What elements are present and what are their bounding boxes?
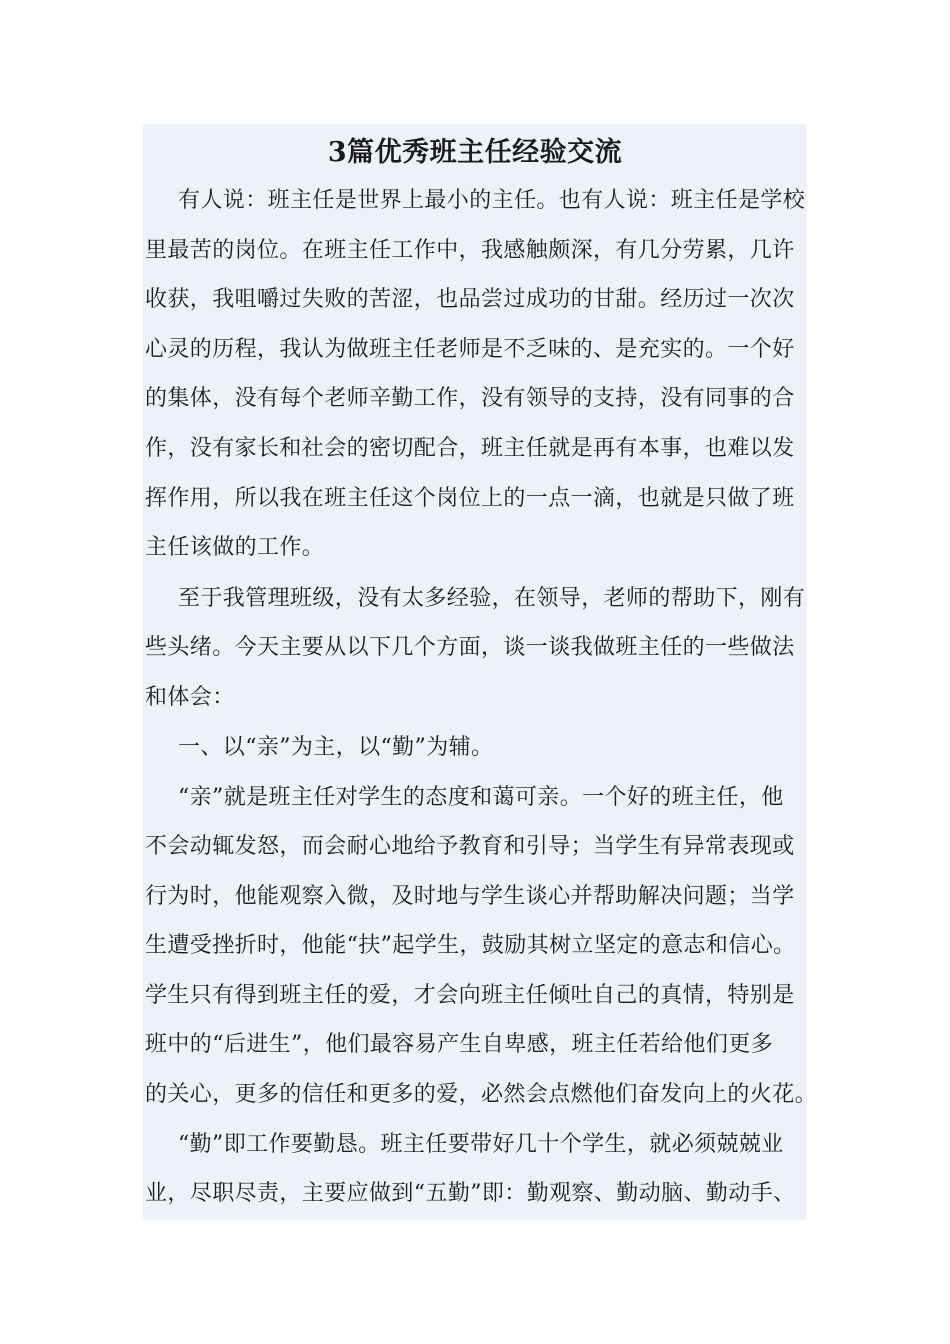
document-title: 3篇优秀班主任经验交流 (327, 137, 623, 168)
paragraph-line: 心灵的历程，我认为做班主任老师是不乏味的、是充实的。一个好 (145, 337, 795, 362)
paragraph-line: “亲”就是班主任对学生的态度和蔼可亲。一个好的班主任，他 (178, 785, 784, 810)
paragraph-line: 里最苦的岗位。在班主任工作中，我感触颇深，有几分劳累，几许 (145, 238, 795, 263)
paragraph-line: 班中的“后进生”，他们最容易产生自卑感，班主任若给他们更多 (145, 1032, 774, 1057)
paragraph-line: 的集体，没有每个老师辛勤工作，没有领导的支持，没有同事的合 (145, 386, 795, 411)
document-page (143, 124, 818, 1220)
paragraph-line: 有人说：班主任是世界上最小的主任。也有人说：班主任是学校 (178, 188, 806, 213)
section-heading: 一、以“亲”为主，以“勤”为辅。 (178, 735, 494, 760)
paragraph-line: 学生只有得到班主任的爱，才会向班主任倾吐自己的真情，特别是 (145, 983, 795, 1008)
paragraph-line: 至于我管理班级，没有太多经验，在领导，老师的帮助下，刚有 (178, 586, 806, 611)
paragraph-line: “勤”即工作要勤恳。班主任要带好几十个学生，就必须兢兢业 (178, 1132, 784, 1157)
paragraph-line: 不会动辄发怒，而会耐心地给予教育和引导；当学生有异常表现或 (145, 834, 795, 859)
paragraph-line: 挥作用，所以我在班主任这个岗位上的一点一滴，也就是只做了班 (145, 486, 795, 511)
paragraph-line: 些头绪。今天主要从以下几个方面，谈一谈我做班主任的一些做法 (145, 635, 795, 660)
paragraph-line: 主任该做的工作。 (145, 535, 325, 560)
paragraph-line: 行为时，他能观察入微，及时地与学生谈心并帮助解决问题；当学 (145, 884, 795, 909)
paragraph-line: 作，没有家长和社会的密切配合，班主任就是再有本事，也难以发 (145, 436, 795, 461)
paragraph-line: 业，尽职尽责，主要应做到“五勤”即：勤观察、勤动脑、勤动手、 (145, 1181, 796, 1206)
paragraph-line: 的关心，更多的信任和更多的爱，必然会点燃他们奋发向上的火花。 (145, 1082, 818, 1107)
paragraph-line: 生遭受挫折时，他能“扶”起学生，鼓励其树立坚定的意志和信心。 (145, 933, 796, 958)
paragraph-line: 收获，我咀嚼过失败的苦涩，也品尝过成功的甘甜。经历过一次次 (145, 287, 795, 312)
paragraph-line: 和体会： (145, 685, 235, 710)
